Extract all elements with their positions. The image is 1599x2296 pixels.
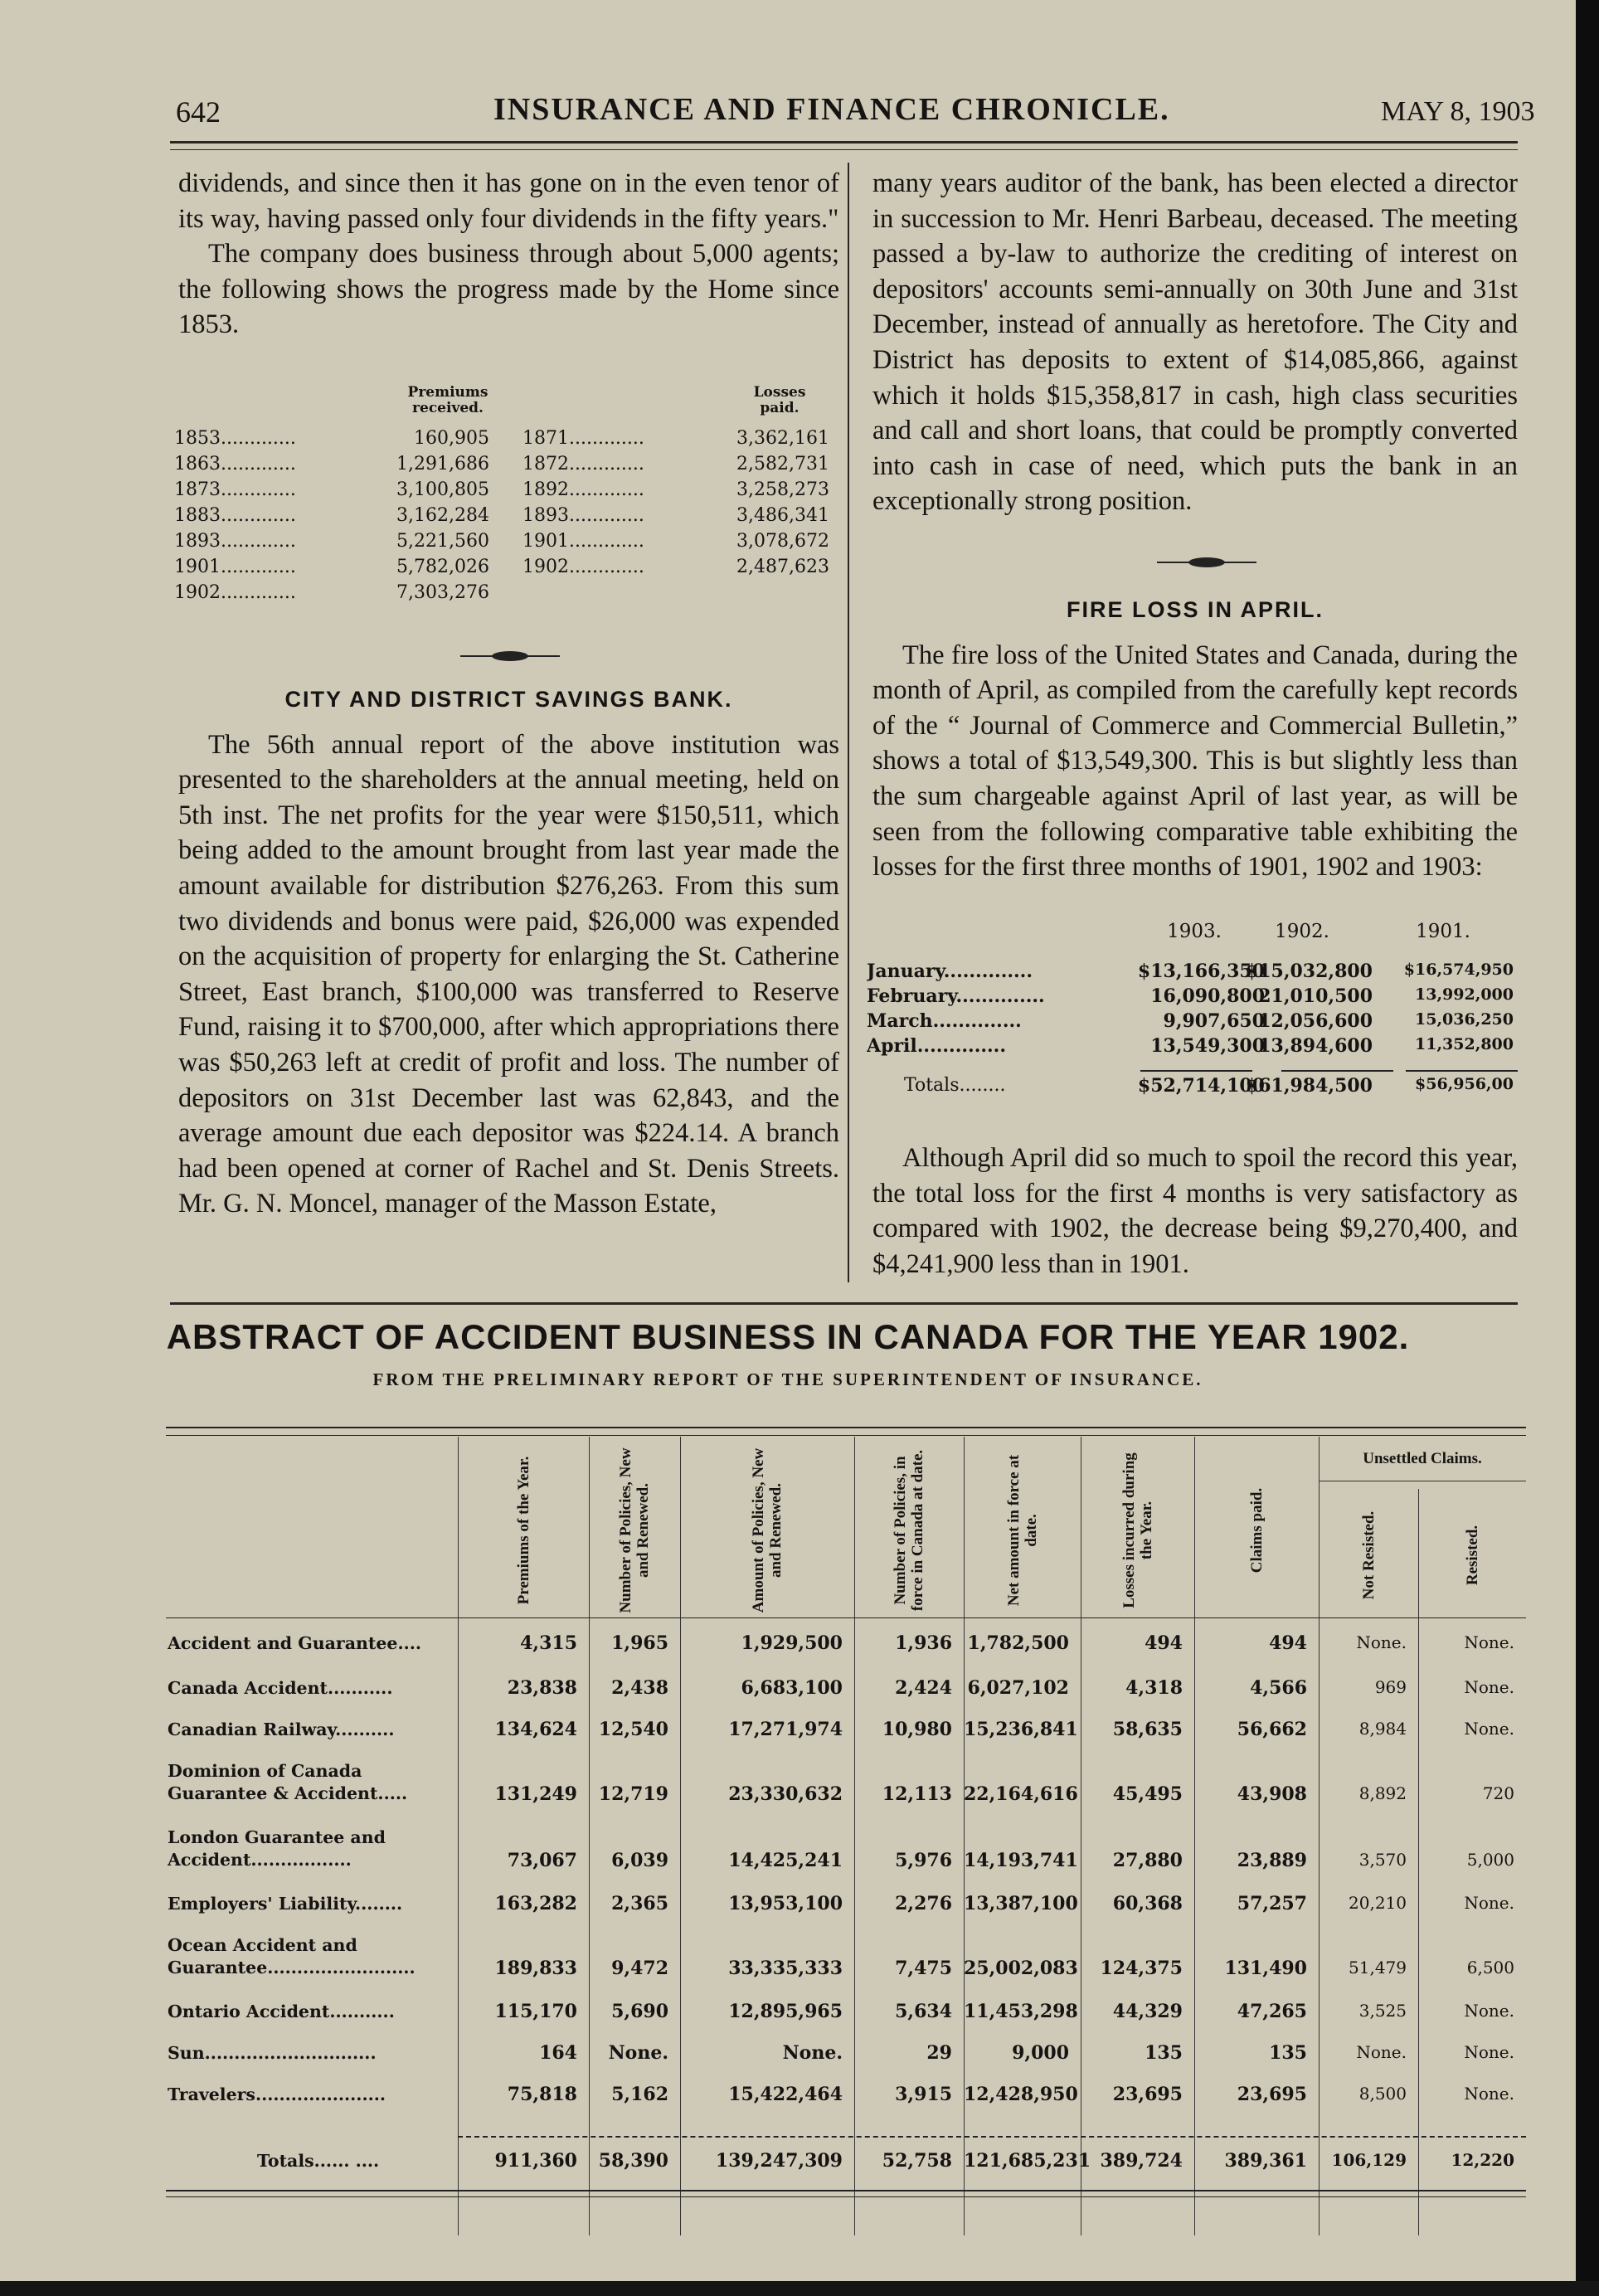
cell-value: 25,002,083 (964, 1958, 1078, 1979)
fire-value: 13,992,000 (1415, 985, 1514, 1004)
loss-value: 3,486,341 (736, 505, 829, 526)
fire-loss-heading: FIRE LOSS IN APRIL. (1066, 597, 1324, 622)
premium-year: 1883............. (174, 505, 296, 526)
cell-value: 2,365 (611, 1893, 668, 1914)
abstract-subtitle: FROM THE PRELIMINARY REPORT OF THE SUPERINTENDENT OF INSURANCE. (372, 1369, 1203, 1389)
left-column-bottom (178, 670, 839, 1222)
table-bottom-rule-2 (166, 2196, 1526, 2197)
fire-total-rule (1406, 1070, 1518, 1072)
company-name: Sun............................. (168, 2043, 377, 2063)
fire-loss-table (867, 921, 1522, 1120)
header-bottom-rule (166, 1617, 1526, 1618)
loss-value: 3,078,672 (736, 531, 829, 552)
cell-value: None. (782, 2042, 843, 2064)
fire-year-header: 1901. (1416, 921, 1470, 942)
header-rule (170, 141, 1518, 144)
cell-value: 44,329 (1112, 2001, 1183, 2022)
cell-value: 6,039 (611, 1850, 668, 1871)
premium-value: 5,221,560 (396, 531, 489, 552)
company-name: Accident and Guarantee.... (168, 1633, 421, 1653)
column-header: Claims paid. (1247, 1487, 1266, 1574)
cell-value: 720 (1482, 1783, 1514, 1803)
loss-value: 3,258,273 (736, 479, 829, 500)
fire-value: $15,032,800 (1245, 961, 1373, 982)
company-name: Canadian Railway.......... (168, 1720, 395, 1739)
cell-value: 131,490 (1224, 1958, 1307, 1979)
cell-value: 12,540 (598, 1719, 668, 1740)
cell-value: 5,690 (611, 2001, 668, 2022)
cell-value: 2,276 (895, 1893, 952, 1914)
cell-value: 2,438 (611, 1677, 668, 1699)
cell-value: 23,695 (1237, 2084, 1307, 2105)
fire-value: $13,166,350 (1137, 961, 1265, 982)
column-rule (964, 1437, 965, 2235)
cell-value: 51,479 (1349, 1958, 1407, 1977)
column-rule (854, 1437, 855, 2235)
right-column-bottom (872, 1141, 1518, 1282)
cell-value: 134,624 (494, 1719, 577, 1740)
page-number: 642 (176, 95, 221, 129)
premiums-header: Premiums received. (407, 384, 488, 416)
cell-value: 27,880 (1112, 1850, 1183, 1871)
cell-value: 45,495 (1112, 1783, 1183, 1805)
cell-value: 23,838 (507, 1677, 577, 1699)
totals-rule (458, 2136, 1526, 2138)
column-header: Net amount in force at date. (1004, 1454, 1040, 1607)
column-header: Not Resisted. (1359, 1510, 1378, 1600)
cell-value: 15,422,464 (728, 2084, 843, 2105)
cell-value: 29 (926, 2042, 952, 2064)
cell-value: 8,984 (1358, 1719, 1407, 1739)
fire-year-header: 1903. (1167, 921, 1222, 942)
cell-value: 56,662 (1237, 1719, 1307, 1740)
column-header: Resisted. (1463, 1525, 1481, 1586)
fire-value: 13,894,600 (1258, 1035, 1373, 1057)
cell-value: None. (608, 2042, 668, 2064)
fire-value: $16,574,950 (1403, 961, 1514, 979)
company-name: Canada Accident........... (168, 1678, 393, 1698)
column-rule (589, 1437, 590, 2235)
cell-value: None. (1356, 2042, 1407, 2062)
premium-value: 160,905 (414, 428, 489, 449)
progress-table (174, 382, 838, 639)
total-value: 389,724 (1100, 2150, 1183, 2172)
total-value: 911,360 (494, 2150, 577, 2172)
loss-year: 1893............. (522, 505, 644, 526)
scan-edge-right (1576, 0, 1599, 2296)
cell-value: 43,908 (1237, 1783, 1307, 1805)
column-header: Number of Policies, in force in Canada at date. (892, 1449, 926, 1612)
premium-year: 1893............. (174, 531, 296, 552)
issue-date: MAY 8, 1903 (1381, 96, 1535, 127)
savings-bank-heading: CITY AND DISTRICT SAVINGS BANK. (284, 687, 733, 712)
company-name: Ontario Accident........... (168, 2002, 395, 2021)
loss-year: 1872............. (522, 454, 644, 474)
total-value: 121,685,231 (964, 2150, 1091, 2172)
cell-value: 20,210 (1349, 1893, 1407, 1913)
cell-value: 10,980 (882, 1719, 952, 1740)
column-header: Premiums of the Year. (514, 1456, 532, 1605)
cell-value: 1,965 (611, 1632, 668, 1654)
cell-value: None. (1464, 2001, 1514, 2021)
premium-year: 1902............. (174, 582, 296, 603)
cell-value: 135 (1269, 2042, 1307, 2064)
cell-value: 14,193,741 (964, 1850, 1078, 1871)
cell-value: 5,976 (895, 1850, 952, 1871)
cell-value: 4,315 (520, 1632, 577, 1654)
right-column-top (872, 166, 1518, 519)
cell-value: 33,335,333 (728, 1958, 843, 1979)
cell-value: 14,425,241 (728, 1850, 843, 1871)
fire-loss-conclusion: Although April did so much to spoil the record this year, the total loss for the first 4 months is very satisfactory as compared with 1902, the decrease being $9,270,400, and $4,241,900 less than in 1901. (872, 1143, 1518, 1279)
column-rule (680, 1437, 681, 2235)
cell-value: None. (1464, 1893, 1514, 1913)
total-value: 58,390 (598, 2150, 668, 2172)
cell-value: 9,000 (1012, 2042, 1069, 2064)
cell-value: 3,570 (1358, 1850, 1407, 1870)
cell-value: 3,915 (895, 2084, 952, 2105)
total-value: 139,247,309 (715, 2150, 843, 2172)
fire-year-header: 1902. (1275, 921, 1329, 942)
cell-value: 5,000 (1466, 1850, 1514, 1870)
column-rule (1194, 1437, 1195, 2235)
table-top-rule (166, 1427, 1526, 1428)
company-name: Employers' Liability........ (168, 1894, 403, 1914)
cell-value: None. (1464, 2042, 1514, 2062)
total-value: 389,361 (1224, 2150, 1307, 2172)
cell-value: 135 (1145, 2042, 1183, 2064)
scan-edge-bottom (0, 2281, 1599, 2296)
cell-value: 12,428,950 (964, 2084, 1078, 2105)
premium-value: 1,291,686 (396, 454, 489, 474)
cell-value: 13,953,100 (728, 1893, 843, 1914)
fire-value: 11,352,800 (1415, 1035, 1514, 1053)
cell-value: 4,318 (1125, 1677, 1183, 1699)
column-header: Number of Policies, New and Renewed. (617, 1447, 652, 1613)
cell-value: 47,265 (1237, 2001, 1307, 2022)
cell-value: 23,695 (1112, 2084, 1183, 2105)
column-header: Amount of Policies, New and Renewed. (750, 1447, 785, 1613)
totals-label: Totals...... .... (257, 2151, 380, 2171)
column-header: Losses incurred during the Year. (1120, 1452, 1155, 1608)
table-bottom-rule (166, 2190, 1526, 2191)
fire-total: $56,956,00 (1415, 1075, 1514, 1093)
fire-total: $61,984,500 (1245, 1075, 1373, 1097)
cell-value: 12,719 (598, 1783, 668, 1805)
cell-value: 8,892 (1358, 1783, 1407, 1803)
premium-year: 1863............. (174, 454, 296, 474)
fire-value: 21,010,500 (1258, 985, 1373, 1007)
cell-value: None. (1464, 1632, 1514, 1652)
journal-title: INSURANCE AND FINANCE CHRONICLE. (493, 92, 1170, 127)
abstract-top-rule (170, 1302, 1518, 1305)
total-value: 106,129 (1331, 2150, 1407, 2170)
company-name: Ocean Accident and Guarantee......................... (168, 1935, 416, 1977)
cell-value: 11,453,298 (964, 2001, 1078, 2022)
cell-value: 58,635 (1112, 1719, 1183, 1740)
cell-value: 494 (1269, 1632, 1307, 1654)
right-column-mid (872, 581, 1518, 885)
cell-value: 124,375 (1100, 1958, 1183, 1979)
cell-value: 6,500 (1466, 1958, 1514, 1977)
loss-year: 1892............. (522, 479, 644, 500)
accident-abstract-table (166, 1427, 1526, 2223)
loss-year: 1871............. (522, 428, 644, 449)
cell-value: 23,889 (1237, 1850, 1307, 1871)
cell-value: 115,170 (494, 2001, 577, 2022)
savings-bank-report: The 56th annual report of the above institution was presented to the shareholders at the annual meeting, held on 5th inst. The net profits for the year were $150,511, which being added to the amount brought from last year made the amount available for distribution $276,263. From this sum two dividends and bonus were paid, $26,000 was expended on the acquisition of property for enlarging the St. Catherine Street, East branch, $100,000 was transferred to Reserve Fund, raising it to $700,000, after which appropriations there was $50,263 left at credit of profit and loss. The number of depositors on 31st December last was 62,843, and the average amount due each depositor was $224.14. A branch had been opened at corner of Rachel and St. Denis Streets. Mr. G. N. Moncel, manager of the Masson Estate, (178, 729, 839, 1219)
left-column-top (178, 166, 839, 343)
loss-year: 1901............. (522, 531, 644, 552)
unsettled-header: Unsettled Claims. (1363, 1450, 1482, 1467)
cell-value: 7,475 (895, 1958, 952, 1979)
cell-value: 12,113 (882, 1783, 952, 1805)
cell-value: 73,067 (507, 1850, 577, 1871)
cell-value: 6,027,102 (967, 1677, 1069, 1699)
fire-value: 16,090,800 (1150, 985, 1265, 1007)
column-rule (458, 1437, 459, 2235)
fire-month: March.............. (867, 1010, 1022, 1032)
fire-value: 13,549,300 (1150, 1035, 1265, 1057)
cell-value: 131,249 (494, 1783, 577, 1805)
cell-value: 17,271,974 (728, 1719, 843, 1740)
cell-value: 2,424 (895, 1677, 952, 1699)
left-paragraph-2: The company does business through about 5,000 agents; the following shows the progress made by the Home since 1853. (178, 239, 839, 340)
premium-value: 3,100,805 (396, 479, 489, 500)
total-value: 52,758 (882, 2150, 952, 2172)
cell-value: 15,236,841 (964, 1719, 1078, 1740)
fire-value: 9,907,650 (1163, 1010, 1265, 1032)
cell-value: 164 (539, 2042, 577, 2064)
header-rule-thin (170, 149, 1518, 150)
cell-value: 5,634 (895, 2001, 952, 2022)
fire-month: April.............. (867, 1035, 1006, 1057)
cell-value: 22,164,616 (964, 1783, 1078, 1805)
cell-value: 9,472 (611, 1958, 668, 1979)
cell-value: 13,387,100 (964, 1893, 1078, 1914)
cell-value: None. (1464, 2084, 1514, 2104)
total-value: 12,220 (1451, 2150, 1514, 2170)
section-ornament-2 (1157, 557, 1256, 568)
cell-value: 1,936 (895, 1632, 952, 1654)
cell-value: 4,566 (1250, 1677, 1307, 1699)
cell-value: 969 (1374, 1677, 1407, 1697)
fire-totals-label: Totals........ (904, 1075, 1006, 1096)
premium-year: 1873............. (174, 479, 296, 500)
table-top-rule-2 (166, 1435, 1526, 1436)
cell-value: 12,895,965 (728, 2001, 843, 2022)
premium-value: 7,303,276 (396, 582, 489, 603)
left-paragraph-1: dividends, and since then it has gone on in the even tenor of its way, having passed only four dividends in the fifty years." (178, 168, 839, 234)
fire-value: 12,056,600 (1258, 1010, 1373, 1032)
cell-value: 6,683,100 (741, 1677, 843, 1699)
cell-value: 5,162 (611, 2084, 668, 2105)
cell-value: 163,282 (494, 1893, 577, 1914)
fire-total-rule (1281, 1070, 1393, 1072)
cell-value: 1,929,500 (741, 1632, 843, 1654)
cell-value: 189,833 (494, 1958, 577, 1979)
fire-loss-paragraph: The fire loss of the United States and Canada, during the month of April, as compiled from the carefully kept records of the “ Journal of Commerce and Commercial Bulletin,” shows a total of $13,549,300. This is but slightly less than the sum chargeable against April of last year, as will be seen from the following comparative table exhibiting the losses for the first three months of 1901, 1902 and 1903: (872, 640, 1518, 883)
premium-value: 3,162,284 (396, 505, 489, 526)
cell-value: None. (1464, 1719, 1514, 1739)
cell-value: None. (1356, 1632, 1407, 1652)
cell-value: 23,330,632 (728, 1783, 843, 1805)
cell-value: 57,257 (1237, 1893, 1307, 1914)
premium-year: 1853............. (174, 428, 296, 449)
cell-value: 494 (1145, 1632, 1183, 1654)
cell-value: None. (1464, 1677, 1514, 1697)
loss-year: 1902............. (522, 557, 644, 577)
cell-value: 8,500 (1358, 2084, 1407, 2104)
loss-value: 3,362,161 (736, 428, 829, 449)
premium-value: 5,782,026 (396, 557, 489, 577)
column-divider (848, 163, 849, 1282)
fire-value: 15,036,250 (1415, 1010, 1514, 1029)
premium-year: 1901............. (174, 557, 296, 577)
loss-value: 2,582,731 (736, 454, 829, 474)
right-paragraph-1: many years auditor of the bank, has been elected a director in succession to Mr. Henri Barbeau, deceased. The meeting passed a by-law to authorize the crediting of interest on depositors' accounts semi-annually on 30th June and 31st December, instead of annually as heretofore. The City and District has deposits to extent of $14,085,866, against which it holds $15,358,817 in cash, high class securities and call and short loans, that could be promptly converted into cash in case of need, which puts the bank in an exceptionally strong position. (872, 168, 1518, 517)
fire-month: January.............. (867, 961, 1033, 982)
fire-total-rule (1140, 1070, 1252, 1072)
cell-value: 1,782,500 (967, 1632, 1069, 1654)
cell-value: 60,368 (1112, 1893, 1183, 1914)
cell-value: 3,525 (1358, 2001, 1407, 2021)
cell-value: 75,818 (507, 2084, 577, 2105)
loss-value: 2,487,623 (736, 557, 829, 577)
column-rule (1319, 1437, 1320, 2235)
section-ornament (460, 650, 560, 662)
company-name: Dominion of Canada Guarantee & Accident..... (168, 1761, 408, 1803)
losses-header: Losses paid. (753, 384, 806, 416)
fire-total: $52,714,100 (1137, 1075, 1265, 1097)
company-name: Travelers...................... (168, 2084, 386, 2104)
fire-month: February.............. (867, 985, 1045, 1007)
abstract-title: ABSTRACT OF ACCIDENT BUSINESS IN CANADA FOR THE YEAR 1902. (166, 1317, 1410, 1356)
company-name: London Guarantee and Accident................. (168, 1827, 386, 1870)
